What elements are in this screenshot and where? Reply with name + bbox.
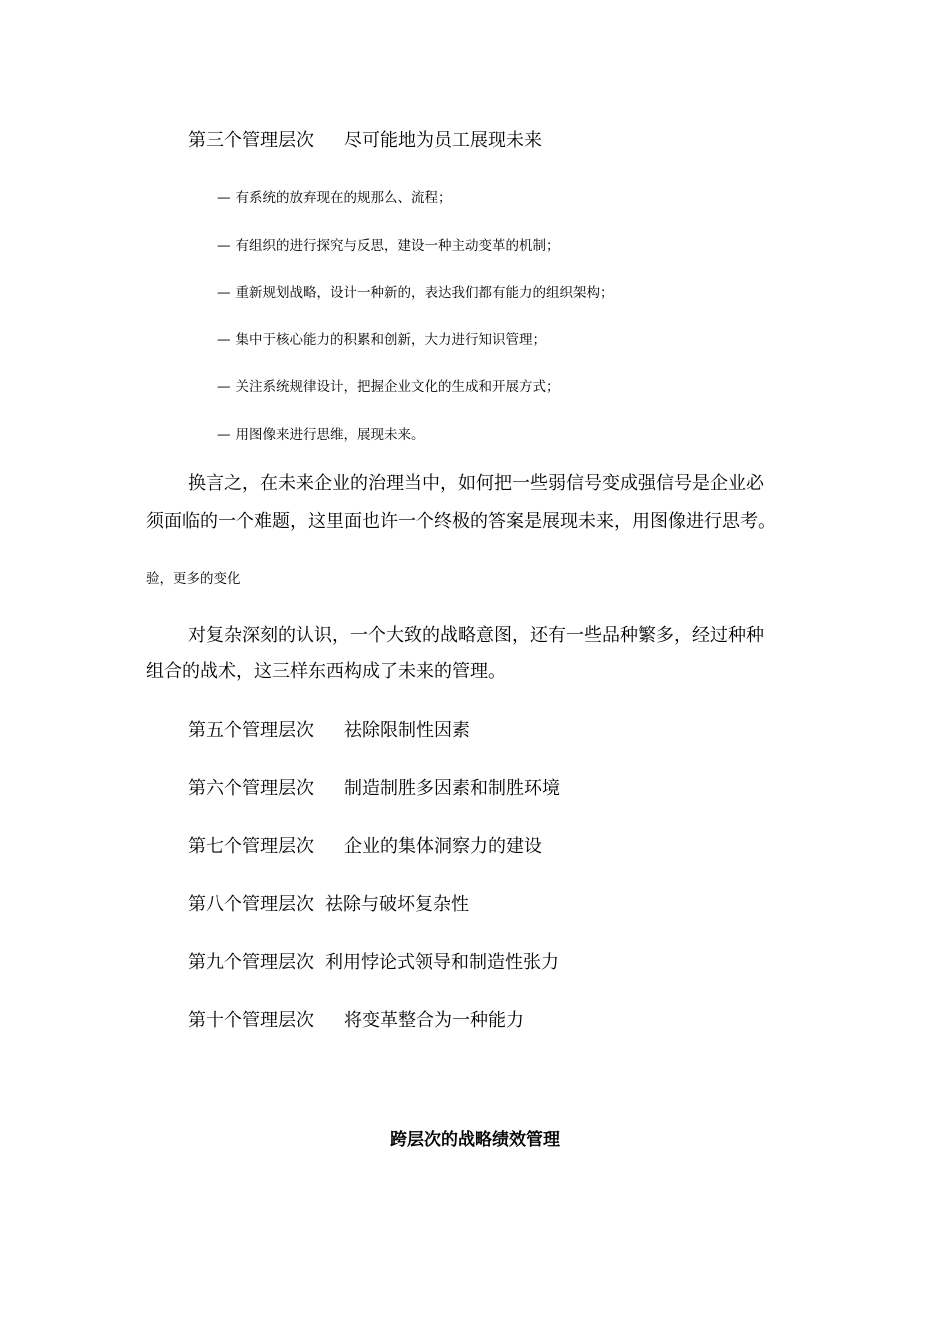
level-title: 祛除与破坏复杂性 bbox=[325, 894, 469, 915]
level-item bbox=[188, 716, 470, 742]
level-title: 制造制胜多因素和制胜环境 bbox=[344, 778, 560, 799]
level-label: 第七个管理层次 bbox=[188, 836, 314, 857]
level-item bbox=[188, 774, 560, 800]
bullet-dash: — bbox=[217, 332, 231, 348]
bullet-item bbox=[217, 328, 546, 348]
bullet-item bbox=[217, 234, 560, 254]
bullet-text: 用图像来进行思维，展现未来。 bbox=[235, 427, 425, 443]
paragraph-line: 须面临的一个难题，这里面也许一个终极的答案是展现未来，用图像进行思考。 bbox=[146, 511, 776, 532]
bullet-dash: — bbox=[217, 285, 231, 301]
level-title: 尽可能地为员工展现未来 bbox=[344, 130, 542, 151]
level-item bbox=[188, 1006, 524, 1032]
level-item bbox=[188, 948, 559, 974]
level-label: 第六个管理层次 bbox=[188, 778, 314, 799]
paragraph-line: 换言之，在未来企业的治理当中，如何把一些弱信号变成强信号是企业必 bbox=[188, 473, 764, 494]
level-title: 祛除限制性因素 bbox=[344, 720, 470, 741]
bullet-text: 重新规划战略，设计一种新的，表达我们都有能力的组织架构； bbox=[235, 285, 614, 301]
bullet-text: 关注系统规律设计，把握企业文化的生成和开展方式； bbox=[235, 379, 560, 395]
paragraph-line: 组合的战术，这三样东西构成了未来的管理。 bbox=[146, 661, 506, 682]
level-title: 企业的集体洞察力的建设 bbox=[344, 836, 542, 857]
bullet-item bbox=[217, 375, 560, 395]
section-three-heading bbox=[188, 126, 542, 152]
bullet-item bbox=[217, 281, 614, 301]
bullet-text: 集中于核心能力的积累和创新，大力进行知识管理； bbox=[235, 332, 546, 348]
level-label: 第五个管理层次 bbox=[188, 720, 314, 741]
level-item bbox=[188, 832, 542, 858]
bullet-text: 有组织的进行探究与反思，建设一种主动变革的机制； bbox=[235, 238, 560, 254]
level-label: 第八个管理层次 bbox=[188, 894, 314, 915]
bullet-item bbox=[217, 186, 452, 206]
level-item bbox=[188, 890, 469, 916]
section-heading: 跨层次的战略绩效管理 bbox=[390, 1130, 560, 1150]
bullet-text: 有系统的放弃现在的规那么、流程； bbox=[235, 190, 452, 206]
level-title: 利用悖论式领导和制造性张力 bbox=[325, 952, 559, 973]
bullet-dash: — bbox=[217, 379, 231, 395]
bullet-dash: — bbox=[217, 238, 231, 254]
level-title: 将变革整合为一种能力 bbox=[344, 1010, 524, 1031]
level-label: 第十个管理层次 bbox=[188, 1010, 314, 1031]
bullet-dash: — bbox=[217, 427, 231, 443]
bullet-dash: — bbox=[217, 190, 231, 206]
level-label: 第三个管理层次 bbox=[188, 130, 314, 151]
bullet-item bbox=[217, 423, 425, 443]
text-fragment: 验，更多的变化 bbox=[146, 571, 241, 587]
level-label: 第九个管理层次 bbox=[188, 952, 314, 973]
paragraph-line: 对复杂深刻的认识，一个大致的战略意图，还有一些品种繁多，经过种种 bbox=[188, 625, 764, 646]
